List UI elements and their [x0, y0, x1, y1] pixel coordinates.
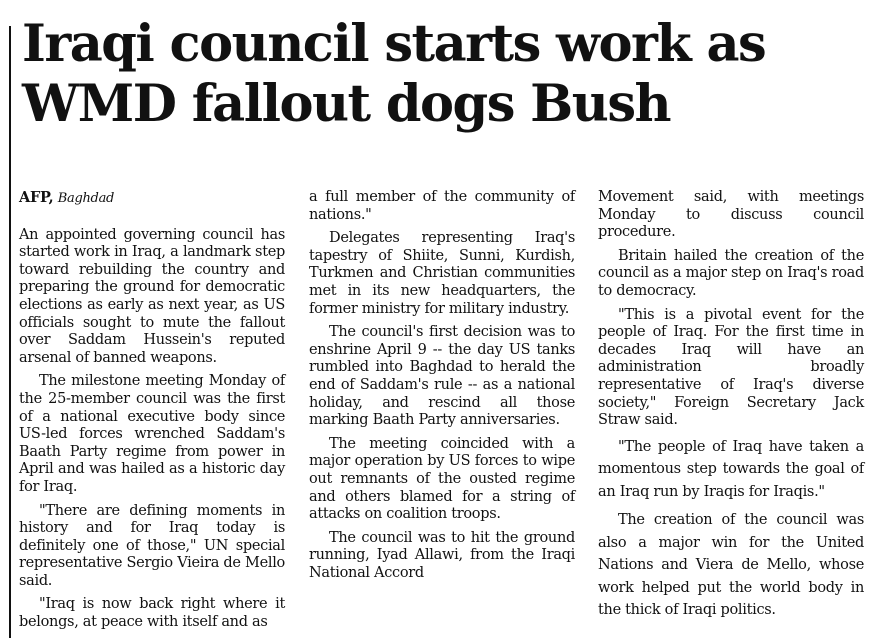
paragraph: The council was to hit the ground running, Iyad Allawi, from the Iraqi National Accord	[309, 529, 575, 581]
paragraph: "There are defining moments in history and for Iraq today is definitely one of those," UN special representative Sergio Vieira de Mello said.	[19, 502, 285, 589]
article-column-2	[309, 189, 575, 582]
byline-location: Baghdad	[57, 191, 115, 206]
paragraph: "Iraq is now back right where it belongs, at peace with itself and as	[19, 596, 285, 631]
column-rule	[9, 26, 11, 638]
paragraph: The meeting coincided with a major operation by US forces to wipe out remnants of the ousted regime and others blamed for a string of attacks on coalition troops.	[309, 435, 575, 523]
paragraph: Delegates representing Iraq's tapestry of Shiite, Sunni, Kurdish, Turkmen and Christian communities met in its new headquarters, the former ministry for military industry.	[309, 230, 575, 317]
headline: Iraqi council starts work as WMD fallout dogs Bush	[22, 14, 766, 134]
paragraph: The council's first decision was to enshrine April 9 -- the day US tanks rumbled into Baghdad to herald the end of Saddam's rule -- as a national holiday, and rescind all those marking Baath Party anniversaries.	[309, 324, 575, 429]
article-column-3	[598, 189, 864, 622]
paragraph: Britain hailed the creation of the council as a major step on Iraq's road to democracy.	[598, 247, 864, 299]
paragraph: The creation of the council was also a major win for the United Nations and Viera de Mello, whose work helped put the world body in the thick of Iraqi politics.	[598, 512, 864, 619]
paragraph: "The people of Iraq have taken a momentous step towards the goal of an Iraq run by Iraqis for Iraqis."	[598, 438, 864, 500]
paragraph: Movement said, with meetings Monday to discuss council procedure.	[598, 189, 864, 241]
article-column-1	[19, 189, 285, 632]
byline-agency: AFP,	[19, 189, 54, 206]
paragraph: The milestone meeting Monday of the 25-member council was the first of a national executive body since US-led forces wrenched Saddam's Baath Party regime from power in April and was hailed as a historic day for Iraq.	[19, 373, 285, 495]
paragraph: An appointed governing council has started work in Iraq, a landmark step toward rebuilding the country and preparing the ground for democratic elections as early as next year, as US officials sought to mute the fallout over Saddam Hussein's reputed arsenal of banned weapons.	[19, 226, 285, 366]
paragraph: "This is a pivotal event for the people of Iraq. For the first time in decades Iraq will have an administration broadly representative of Iraq's diverse society," Foreign Secretary Jack Straw said.	[598, 306, 864, 429]
paragraph: a full member of the community of nations."	[309, 189, 575, 223]
byline	[19, 189, 285, 208]
